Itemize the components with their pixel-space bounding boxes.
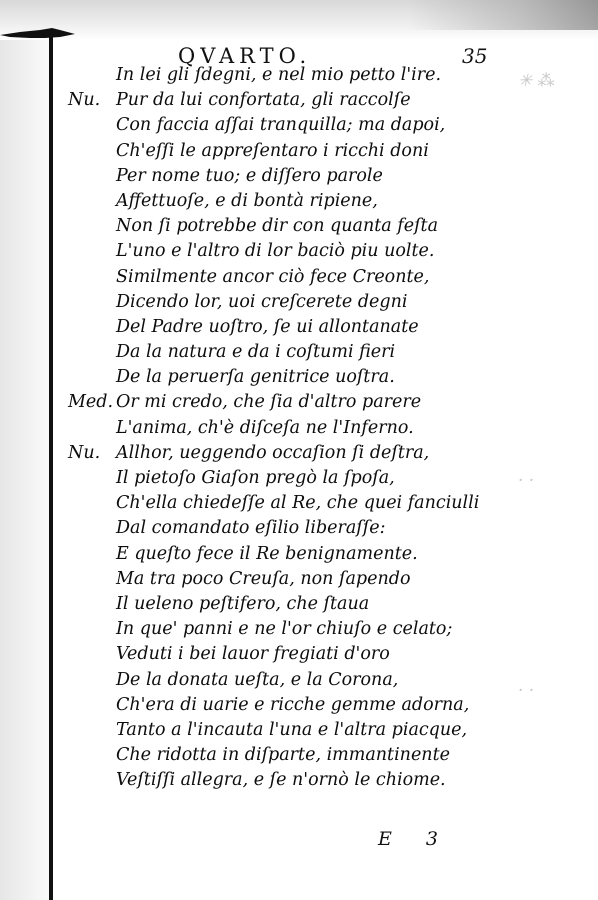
verse-line (0, 317, 598, 342)
verse-text-line: Allhor, ueggendo occaſion ſi deſtra, (116, 442, 430, 463)
verse-text-line: Che ridotta in diſparte, immantinente (116, 745, 450, 766)
verse-text-line: Tanto a l'incauta l'una e l'altra piacque, (116, 719, 468, 740)
verse-line (0, 443, 598, 468)
verse-text-line: Il ueleno peſtifero, che ſtaua (116, 593, 370, 614)
verse-line (0, 594, 598, 619)
verse-line (0, 216, 598, 241)
verse-text (0, 65, 598, 795)
verse-text-line: Da la natura e da i coſtumi fieri (116, 342, 396, 363)
verse-text-line: E queſto fece il Re benignamente. (116, 543, 418, 564)
verse-text-line: Ch'ella chiedeſſe al Re, che quei fanciulli (116, 493, 480, 514)
verse-text-line: De la peruerſa genitrice uoſtra. (116, 367, 395, 388)
speaker-label: Med. (68, 392, 114, 413)
verse-line (0, 770, 598, 795)
verse-line (0, 342, 598, 367)
verse-line (0, 644, 598, 669)
verse-text-line: In lei gli ſdegni, e nel mio petto l'ire. (116, 65, 442, 85)
binding-hook-mark (0, 28, 75, 42)
verse-line (0, 493, 598, 518)
verse-line (0, 468, 598, 493)
verse-text-line: Veſtiſſi allegra, e ſe n'ornò le chiome. (116, 770, 446, 791)
verse-text-line: Del Padre uoſtro, ſe ui allontanate (116, 316, 419, 337)
top-corner-shadow (408, 0, 598, 30)
verse-line (0, 720, 598, 745)
verse-text-line: In que' panni e ne l'or chiuſo e celato; (116, 619, 453, 640)
verse-line (0, 90, 598, 115)
signature-mark: E 3 (378, 828, 452, 850)
bleed-through-mark: ✳ ⁂ (518, 71, 555, 91)
verse-text-line: Ch'eſſi le appreſentaro i ricchi doni (116, 140, 429, 161)
verse-line (0, 267, 598, 292)
verse-text-line: Dicendo lor, uoi creſcerete degni (116, 291, 408, 312)
verse-text-line: Veduti i bei lauor fregiati d'oro (116, 644, 390, 665)
verse-text-line: Affettuoſe, e di bontà ripiene, (116, 190, 378, 211)
verse-line (0, 141, 598, 166)
verse-text-line: Dal comandato eſilio liberaſſe: (116, 518, 386, 539)
speaker-label: Nu. (68, 90, 101, 111)
verse-line (0, 518, 598, 543)
verse-line (0, 418, 598, 443)
verse-line (0, 670, 598, 695)
speaker-label: Nu. (68, 442, 101, 463)
verse-line (0, 619, 598, 644)
verse-line (0, 65, 598, 90)
verse-line (0, 115, 598, 140)
verse-text-line: Ma tra poco Creuſa, non ſapendo (116, 568, 411, 589)
verse-text-line: Per nome tuo; e diſſero parole (116, 165, 383, 186)
verse-line (0, 191, 598, 216)
running-head: QVARTO. (178, 44, 312, 68)
verse-text-line: L'uno e l'altro di lor baciò piu uolte. (116, 241, 435, 262)
verse-line (0, 745, 598, 770)
verse-text-line: Con faccia aſſai tranquilla; ma dapoi, (116, 115, 446, 136)
bleed-through-mark: · · (518, 681, 535, 701)
verse-text-line: L'anima, ch'è diſceſa ne l'Inferno. (116, 417, 414, 438)
verse-text-line: Pur da lui confortata, gli raccolſe (116, 90, 411, 111)
verse-text-line: Il pietoſo Giaſon pregò la ſpoſa, (116, 468, 395, 488)
bleed-through-mark: · · (518, 471, 535, 491)
verse-text-line: Or mi credo, che ſia d'altro parere (116, 392, 422, 413)
verse-line (0, 569, 598, 594)
verse-text-line: Ch'era di uarie e ricche gemme adorna, (116, 694, 470, 715)
page-number: 35 (462, 44, 488, 68)
verse-line (0, 241, 598, 266)
verse-text-line: Non ſi potrebbe dir con quanta feſta (116, 216, 439, 237)
verse-line (0, 367, 598, 392)
verse-line (0, 392, 598, 417)
verse-text-line: Similmente ancor ciò fece Creonte, (116, 266, 430, 287)
verse-text-line: De la donata ueſta, e la Corona, (116, 669, 399, 690)
verse-line (0, 292, 598, 317)
verse-line (0, 166, 598, 191)
verse-line (0, 544, 598, 569)
verse-line (0, 695, 598, 720)
